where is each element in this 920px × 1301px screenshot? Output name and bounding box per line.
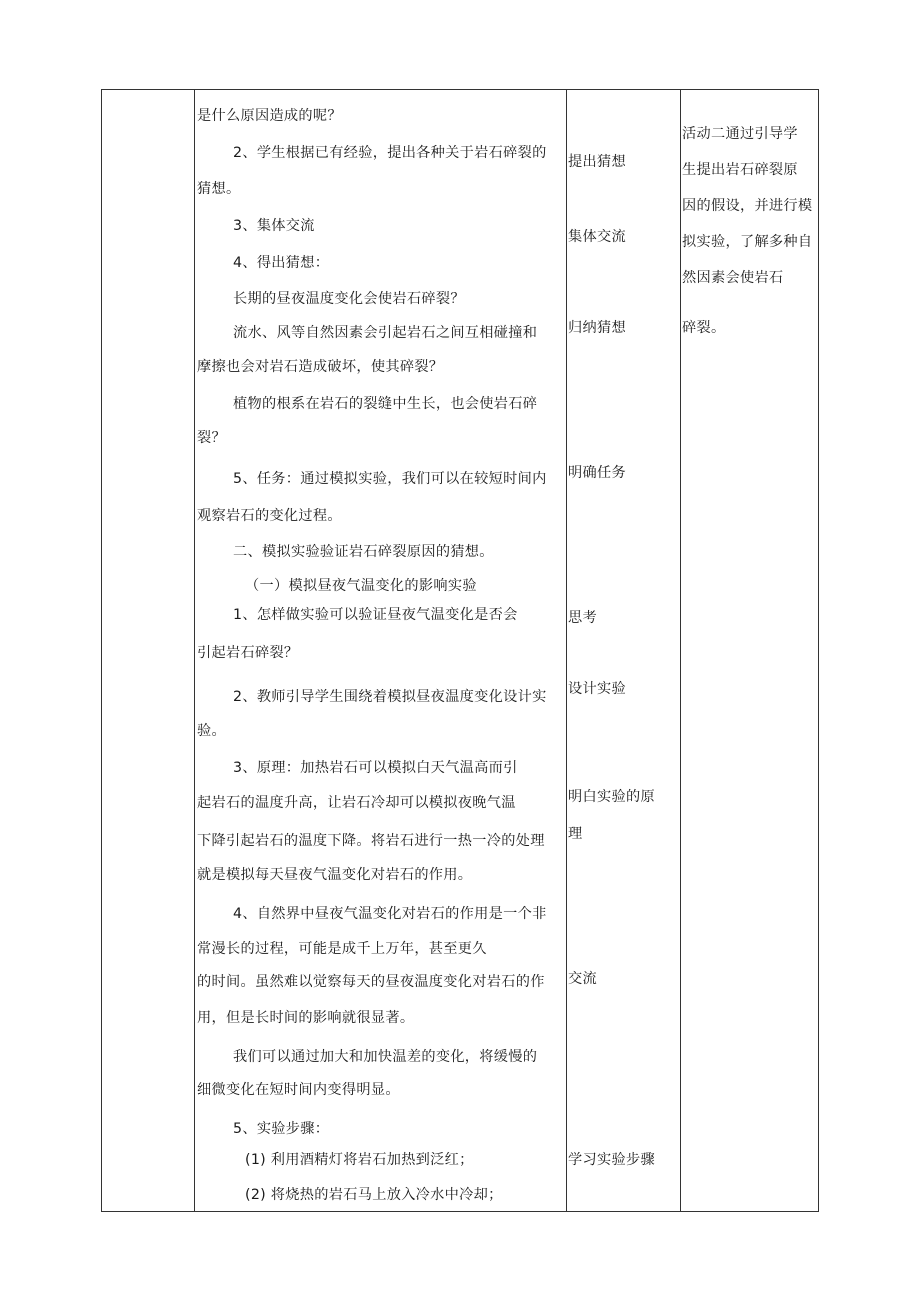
student-text-line: 理 bbox=[568, 826, 583, 842]
design-intent-cell bbox=[682, 90, 818, 1211]
teacher-text-line: 植物的根系在岩石的裂缝中生长，也会使岩石碎 bbox=[233, 396, 538, 412]
student-text-line: 提出猜想 bbox=[568, 154, 626, 170]
student-text-line: 明白实验的原 bbox=[568, 789, 655, 805]
teacher-text-line: (2) 将烧热的岩石马上放入冷水中冷却； bbox=[245, 1187, 503, 1203]
teacher-text-line: 引起岩石碎裂？ bbox=[197, 645, 299, 661]
teacher-text-line: 二、模拟实验验证岩石碎裂原因的猜想。 bbox=[233, 544, 494, 560]
teacher-text-line: 细微变化在短时间内变得明显。 bbox=[197, 1082, 400, 1098]
teacher-text-line: 裂？ bbox=[197, 430, 226, 446]
teacher-text-line: 观察岩石的变化过程。 bbox=[197, 508, 342, 524]
teacher-text-line: 我们可以通过加大和加快温差的变化，将缓慢的 bbox=[233, 1049, 538, 1065]
teacher-text-line: 4、自然界中昼夜气温变化对岩石的作用是一个非 bbox=[233, 906, 547, 922]
teacher-text-line: 用，但是长时间的影响就很显著。 bbox=[197, 1010, 415, 1026]
teacher-text-line: 2、教师引导学生围绕着模拟昼夜温度变化设计实 bbox=[233, 689, 547, 705]
student-activity-cell bbox=[568, 90, 678, 1211]
teacher-text-line: 3、原理：加热岩石可以模拟白天气温高而引 bbox=[233, 760, 518, 776]
teacher-text-line: 验。 bbox=[197, 723, 226, 739]
teacher-text-line: 猜想。 bbox=[197, 181, 241, 197]
student-text-line: 思考 bbox=[568, 610, 597, 626]
intent-text-line: 然因素会使岩石 bbox=[682, 270, 784, 286]
teacher-text-line: 起岩石的温度升高，让岩石冷却可以模拟夜晚气温 bbox=[197, 795, 516, 811]
teacher-text-line: 1、怎样做实验可以验证昼夜气温变化是否会 bbox=[233, 607, 518, 623]
teacher-text-line: 常漫长的过程，可能是成千上万年，甚至更久 bbox=[197, 941, 487, 957]
teacher-text-line: （一）模拟昼夜气温变化的影响实验 bbox=[245, 578, 477, 594]
teacher-text-line: 4、得出猜想： bbox=[233, 255, 330, 271]
column-divider bbox=[680, 90, 681, 1211]
student-text-line: 设计实验 bbox=[568, 681, 626, 697]
intent-text-line: 生提出岩石碎裂原 bbox=[682, 162, 798, 178]
teacher-text-line: 2、学生根据已有经验，提出各种关于岩石碎裂的 bbox=[233, 145, 547, 161]
student-text-line: 集体交流 bbox=[568, 229, 626, 245]
intent-text-line: 拟实验，了解多种自 bbox=[682, 234, 813, 250]
stage-cell bbox=[102, 90, 194, 1211]
teacher-text-line: 流水、风等自然因素会引起岩石之间互相碰撞和 bbox=[233, 325, 538, 341]
student-text-line: 学习实验步骤 bbox=[568, 1152, 655, 1168]
student-text-line: 交流 bbox=[568, 971, 597, 987]
student-text-line: 明确任务 bbox=[568, 465, 626, 481]
intent-text-line: 因的假设，并进行模 bbox=[682, 198, 813, 214]
teacher-text-line: 就是模拟每天昼夜气温变化对岩石的作用。 bbox=[197, 867, 473, 883]
teacher-text-line: 5、实验步骤： bbox=[233, 1121, 330, 1137]
teacher-text-line: 的时间。虽然难以觉察每天的昼夜温度变化对岩石的作 bbox=[197, 974, 545, 990]
intent-text-line: 碎裂。 bbox=[682, 320, 726, 336]
intent-text-line: 活动二通过引导学 bbox=[682, 126, 798, 142]
teacher-text-line: 3、集体交流 bbox=[233, 218, 315, 234]
teacher-activity-cell bbox=[197, 90, 565, 1211]
column-divider bbox=[194, 90, 195, 1211]
teacher-text-line: 摩擦也会对岩石造成破坏，使其碎裂？ bbox=[197, 359, 444, 375]
column-divider bbox=[566, 90, 567, 1211]
teacher-text-line: 是什么原因造成的呢？ bbox=[197, 108, 342, 124]
teacher-text-line: 下降引起岩石的温度下降。将岩石进行一热一冷的处理 bbox=[197, 833, 545, 849]
student-text-line: 归纳猜想 bbox=[568, 320, 626, 336]
teacher-text-line: 长期的昼夜温度变化会使岩石碎裂？ bbox=[233, 291, 465, 307]
lesson-table bbox=[101, 89, 819, 1212]
teacher-text-line: 5、任务：通过模拟实验，我们可以在较短时间内 bbox=[233, 471, 547, 487]
teacher-text-line: (1) 利用酒精灯将岩石加热到泛红； bbox=[245, 1152, 474, 1168]
